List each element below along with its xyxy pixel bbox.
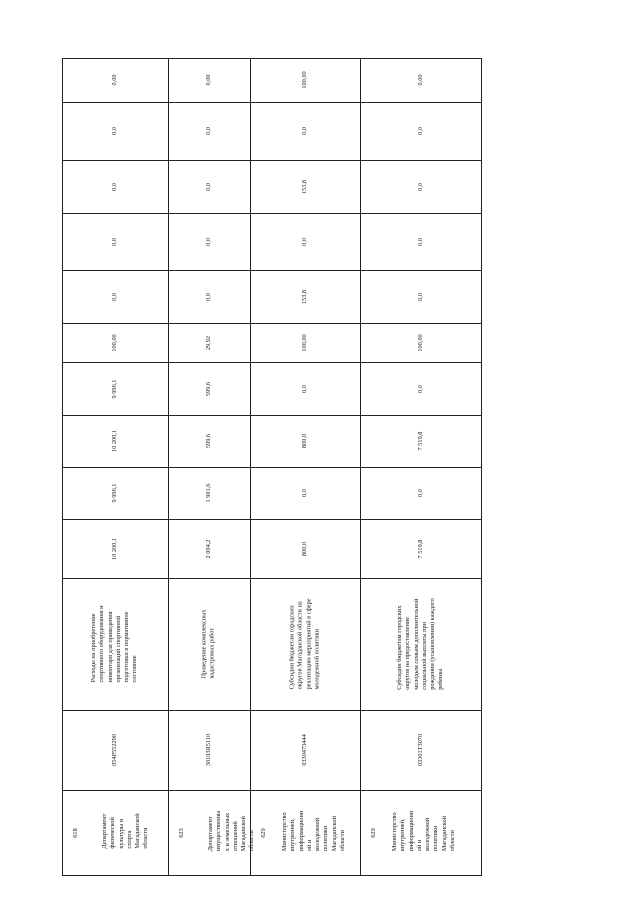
value-cell: 0,0 <box>204 182 212 191</box>
row-code: 618 <box>71 828 79 838</box>
value-cell: 0,0 <box>300 384 308 393</box>
value-cell: 0,0 <box>204 237 212 246</box>
value-cell: 0,0 <box>416 489 424 497</box>
value-cell: 0,0 <box>110 237 118 246</box>
value-cell: 0,0 <box>110 292 118 301</box>
department-name: Департамент имущественны х и земельных отношений Магаданской области <box>207 810 256 852</box>
target-article-code: 30103R5110 <box>204 733 212 767</box>
value-cell: 100,00 <box>416 333 424 352</box>
value-cell: 0,0 <box>416 237 424 246</box>
value-cell: 100,00 <box>110 333 118 352</box>
value-cell: 10 200,1 <box>110 537 118 560</box>
row-code: 629 <box>369 828 377 838</box>
target-article-code: 054Р552290 <box>110 734 118 766</box>
value-cell: 1 901,6 <box>204 483 212 503</box>
value-cell: 599,6 <box>204 433 212 449</box>
value-cell: 10 200,1 <box>110 429 118 453</box>
column-divider <box>62 519 482 520</box>
target-article-code: 03301Т3070 <box>416 733 424 767</box>
row-code: 623 <box>177 828 185 838</box>
department-name: Министерство внутренней, информационн ой и молодежной политики Магаданской области <box>390 810 456 852</box>
department-name: Министерство внутренней, информационн ой и молодежной политики Магаданской области <box>280 810 346 852</box>
value-cell: 0,0 <box>110 182 118 191</box>
value-cell: 0,0 <box>416 292 424 301</box>
column-divider <box>62 467 482 468</box>
value-cell: 0,0 <box>300 489 308 497</box>
column-divider <box>62 213 482 214</box>
value-cell: 9 996,1 <box>110 379 118 398</box>
value-cell: 153,8 <box>300 289 308 304</box>
value-cell: 800,0 <box>300 541 308 556</box>
value-cell: 0,0 <box>110 127 118 135</box>
value-cell: 0,0 <box>300 237 308 246</box>
column-divider <box>62 415 482 416</box>
column-divider <box>62 270 482 271</box>
column-divider <box>62 710 482 711</box>
value-cell: 9 996,1 <box>110 483 118 503</box>
value-cell: 100,00 <box>300 71 308 89</box>
value-cell: 100,00 <box>300 333 308 352</box>
value-cell: 599,6 <box>204 381 212 396</box>
value-cell: 7 519,8 <box>416 431 424 451</box>
expense-description: Расходы на приобретение спортивного оборудования и инвентаря для приведения организаций спортивной подготовки в нормативное состояние <box>90 605 139 683</box>
column-divider <box>62 362 482 363</box>
department-name: Департамент физической культуры и спорта Магаданской области <box>101 813 150 849</box>
column-divider <box>62 578 482 579</box>
value-cell: 0,00 <box>416 74 424 86</box>
column-divider <box>62 323 482 324</box>
value-cell: 0,0 <box>300 127 308 135</box>
value-cell: 29,92 <box>204 335 212 350</box>
column-divider <box>62 160 482 161</box>
target-article-code: 0330473444 <box>300 734 308 766</box>
value-cell: 0,0 <box>416 127 424 135</box>
value-cell: 0,00 <box>204 74 212 86</box>
column-divider <box>62 102 482 103</box>
expense-description: Проведение комплексных кадастровых работ <box>200 609 216 679</box>
value-cell: 800,0 <box>300 433 308 449</box>
value-cell: 153,8 <box>300 179 308 194</box>
value-cell: 7 519,8 <box>416 539 424 558</box>
value-cell: 0,00 <box>110 74 118 86</box>
value-cell: 0,0 <box>416 182 424 191</box>
row-code: 629 <box>259 828 267 838</box>
value-cell: 0,0 <box>204 292 212 301</box>
value-cell: 0,0 <box>416 384 424 393</box>
expense-description: Субсидии бюджетам городских округов на предоставление молодым семьям дополнительной социальной выплаты при рождении (усыновлении) каждого ребенка <box>396 598 445 690</box>
value-cell: 0,0 <box>204 127 212 135</box>
value-cell: 2 004,2 <box>204 539 212 558</box>
column-divider <box>62 790 482 791</box>
expense-description: Субсидии бюджетам городских округов Магаданской области на реализацию мероприятий в сфере молодежной политики <box>288 598 321 690</box>
